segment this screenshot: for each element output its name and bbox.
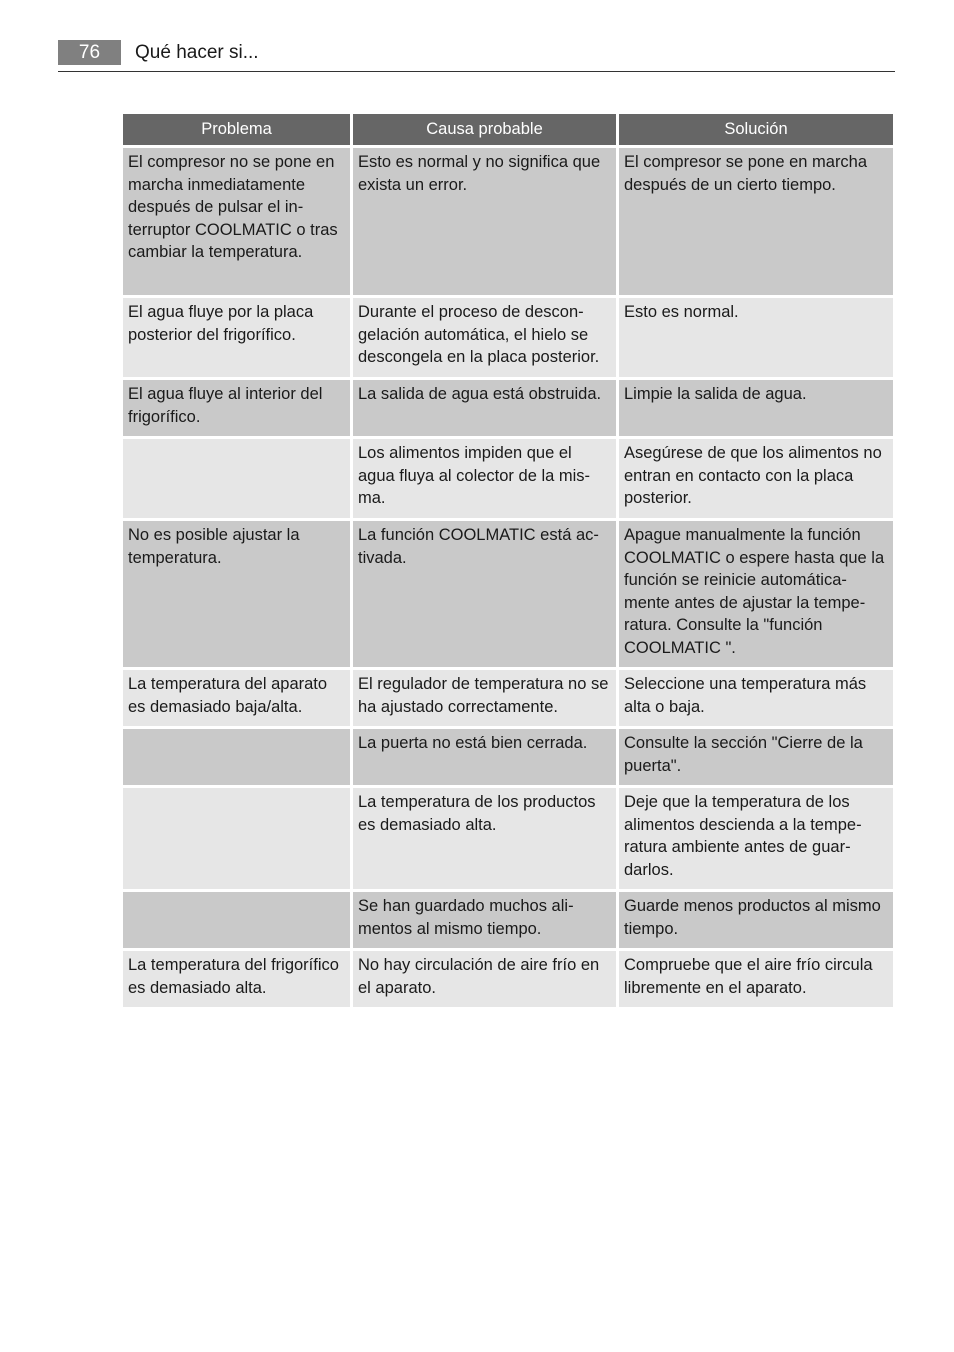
solution-cell: Compruebe que el aire frío circula libremente en el aparato. (619, 951, 893, 1007)
solution-cell: Seleccione una temperatura más alta o baja. (619, 670, 893, 726)
problem-cell: El agua fluye por la placa posterior del frigorífico. (123, 298, 350, 377)
cause-cell: El regulador de temperatura no se ha ajustado correctamente. (353, 670, 616, 726)
cause-cell: Esto es normal y no significa que exista un error. (353, 148, 616, 295)
cause-cell: La temperatura de los productos es demasiado alta. (353, 788, 616, 889)
solution-cell: Apague manualmente la función COOLMATIC o espere hasta que la función se reinicie automáticamente antes de ajustar la temperatura. Consulte la "función COOLMATIC ". (619, 521, 893, 667)
solution-cell: Esto es normal. (619, 298, 893, 377)
troubleshooting-table (120, 111, 896, 1010)
table-row (123, 892, 893, 948)
cause-cell: La función COOLMATIC está activada. (353, 521, 616, 667)
solution-cell: Limpie la salida de agua. (619, 380, 893, 436)
problem-cell (123, 892, 350, 948)
table-row (123, 729, 893, 785)
section-title: Qué hacer si... (135, 42, 259, 63)
cause-cell: La salida de agua está obstruida. (353, 380, 616, 436)
table-row (123, 298, 893, 377)
solution-cell: Deje que la temperatura de los alimentos descienda a la temperatura ambiente antes de guardarlos. (619, 788, 893, 889)
page-header (58, 40, 895, 72)
cause-cell: Se han guardado muchos alimentos al mismo tiempo. (353, 892, 616, 948)
table-row (123, 521, 893, 667)
column-header-solucion: Solución (619, 114, 893, 145)
solution-cell: Guarde menos productos al mismo tiempo. (619, 892, 893, 948)
table-row (123, 439, 893, 518)
table-row (123, 670, 893, 726)
problem-cell (123, 788, 350, 889)
column-header-problema: Problema (123, 114, 350, 145)
problem-cell: El compresor no se pone en marcha inmediatamente después de pulsar el interruptor COOLMATIC o tras cambiar la temperatura. (123, 148, 350, 295)
page-number: 76 (58, 40, 121, 65)
table-row (123, 951, 893, 1007)
problem-cell: El agua fluye al interior del frigorífico. (123, 380, 350, 436)
cause-cell: Durante el proceso de descongelación automática, el hielo se descongela en la placa posterior. (353, 298, 616, 377)
table-row (123, 380, 893, 436)
problem-cell: La temperatura del aparato es demasiado baja/alta. (123, 670, 350, 726)
table-header-row (123, 114, 893, 145)
problem-cell: No es posible ajustar la temperatura. (123, 521, 350, 667)
table-row (123, 788, 893, 889)
cause-cell: Los alimentos impiden que el agua fluya al colector de la misma. (353, 439, 616, 518)
solution-cell: Consulte la sección "Cierre de la puerta". (619, 729, 893, 785)
column-header-causa: Causa probable (353, 114, 616, 145)
solution-cell: El compresor se pone en marcha después de un cierto tiempo. (619, 148, 893, 295)
problem-cell (123, 439, 350, 518)
problem-cell: La temperatura del frigorífico es demasiado alta. (123, 951, 350, 1007)
cause-cell: La puerta no está bien cerrada. (353, 729, 616, 785)
solution-cell: Asegúrese de que los alimentos no entran en contacto con la placa posterior. (619, 439, 893, 518)
table-row (123, 148, 893, 295)
cause-cell: No hay circulación de aire frío en el aparato. (353, 951, 616, 1007)
problem-cell (123, 729, 350, 785)
